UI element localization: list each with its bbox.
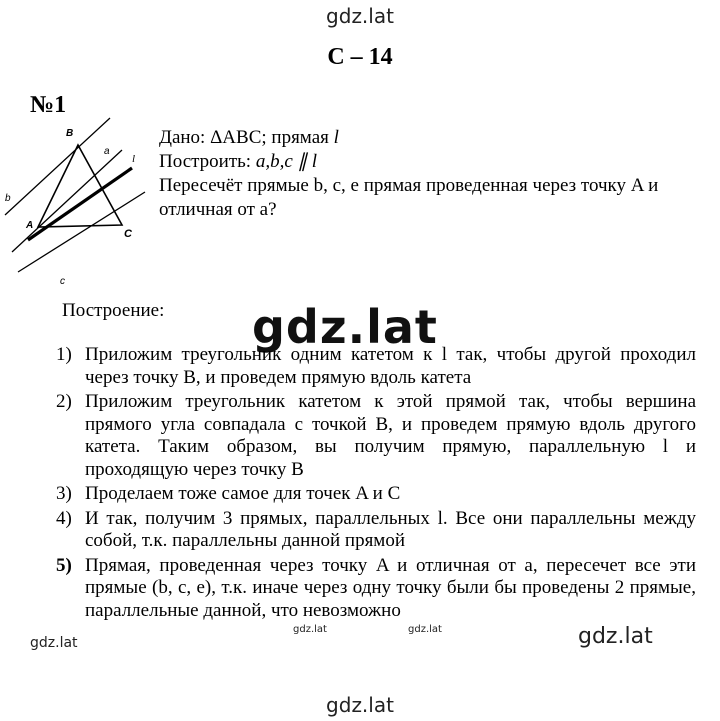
watermark-small-2: gdz.lat (408, 624, 442, 635)
label-c: c (60, 276, 65, 287)
watermark-right: gdz.lat (578, 624, 653, 649)
label-l: l (132, 153, 136, 165)
step-item (56, 508, 696, 553)
given-block (159, 126, 699, 222)
task-line: Построить: a,b,c ∥ l (159, 151, 318, 172)
step-number: 2) (56, 391, 72, 412)
watermark-top: gdz.lat (326, 4, 394, 28)
page-title: С – 14 (327, 44, 393, 70)
watermark-middle: gdz.lat (252, 300, 438, 354)
steps-list (56, 344, 696, 624)
step-item (56, 391, 696, 481)
problem-number: №1 (30, 92, 67, 118)
geometry-figure (0, 110, 160, 290)
step-item (56, 483, 696, 506)
line-b (5, 118, 110, 215)
construction-label: Построение: (62, 300, 165, 321)
step-item (56, 344, 696, 389)
label-b: b (5, 193, 11, 204)
step-number: 4) (56, 507, 72, 529)
step-number: 3) (56, 483, 72, 504)
question-line: Пересечёт прямые b, c, e прямая проведенная через точку A и отличная от a? (159, 175, 659, 220)
watermark-small-1: gdz.lat (293, 624, 327, 635)
step-text: Проделаем тоже самое для точек A и C (85, 483, 401, 504)
step-text: Приложим треугольник катетом к этой прямой так, чтобы вершина прямого угла совпадала с точкой B, и проведем прямую вдоль другого катета. Таким образом, вы получим прямую, параллельную l и проходящую через точку B (85, 391, 696, 480)
step-item (56, 555, 696, 623)
watermark-small-left: gdz.lat (30, 635, 78, 651)
line-a (12, 150, 122, 252)
given-line: Дано: ΔABC; прямая l (159, 127, 339, 148)
watermark-bottom: gdz.lat (326, 693, 394, 717)
step-number: 5) (56, 554, 72, 576)
label-a: a (104, 146, 110, 157)
label-A: A (26, 220, 34, 231)
step-text: Приложим треугольник одним катетом к l так, чтобы другой проходил через точку B, и проведем прямую вдоль катета (85, 344, 696, 388)
step-number: 1) (56, 344, 72, 365)
label-C: C (124, 228, 132, 240)
step-text: И так, получим 3 прямых, параллельных l. Все они параллельны между собой, т.к. параллельны данной прямой (85, 507, 696, 551)
label-B: B (66, 128, 74, 139)
step-text: Прямая, проведенная через точку A и отличная от a, пересечет все эти прямые (b, c, e), т.к. иначе через одну точку были бы проведены 2 прямые, параллельные данной, что невозможно (85, 554, 696, 621)
